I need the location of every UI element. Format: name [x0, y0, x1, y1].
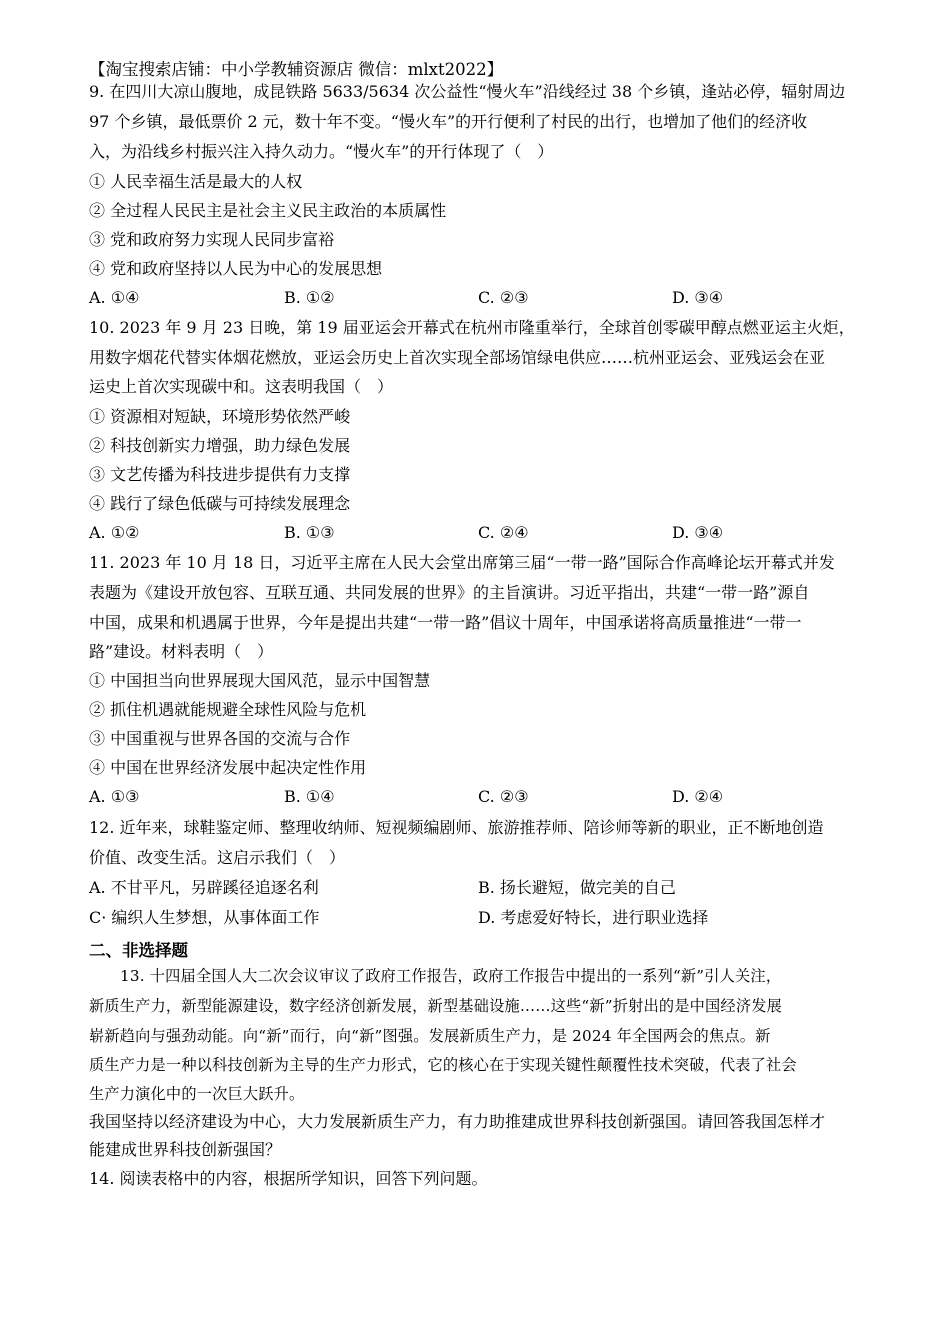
- q10-statement-3: ③ 文艺传播为科技进步提供有力支撑: [89, 465, 351, 484]
- q11-stem-line-4: 路”建设。材料表明（ ）: [89, 642, 274, 661]
- q9-stem-line-1: 9. 在四川大凉山腹地，成昆铁路 5633/5634 次公益性“慢火车”沿线经过 38 个乡镇，逢站必停，辐射周边: [89, 82, 846, 101]
- q11-statement-2: ② 抓住机遇就能规避全球性风险与危机: [89, 700, 367, 719]
- q9-statement-3: ③ 党和政府努力实现人民同步富裕: [89, 230, 335, 249]
- q10-option-d: D. ③④: [672, 523, 724, 542]
- shop-header: 【淘宝搜索店铺：中小学教辅资源店 微信：mlxt2022】: [89, 60, 504, 79]
- q12-option-b: B. 扬长避短，做完美的自己: [478, 878, 676, 897]
- q14-stem: 14. 阅读表格中的内容，根据所学知识，回答下列问题。: [89, 1169, 488, 1188]
- q9-statement-1: ① 人民幸福生活是最大的人权: [89, 172, 303, 191]
- section-heading-non-choice: 二、非选择题: [89, 941, 188, 960]
- q9-statement-2: ② 全过程人民民主是社会主义民主政治的本质属性: [89, 201, 447, 220]
- q11-stem-line-2: 表题为《建设开放包容、互联互通、共同发展的世界》的主旨演讲。习近平指出，共建“一带一路”源自: [89, 583, 810, 602]
- q10-statement-1: ① 资源相对短缺，环境形势依然严峻: [89, 407, 351, 426]
- q12-option-a: A. 不甘平凡，另辟蹊径追逐名利: [89, 878, 319, 897]
- q10-stem-line-1: 10. 2023 年 9 月 23 日晚，第 19 届亚运会开幕式在杭州市隆重举行，全球首创零碳甲醇点燃亚运主火炬，: [89, 318, 855, 337]
- q9-stem-line-3: 入，为沿线乡村振兴注入持久动力。“慢火车”的开行体现了（ ）: [89, 142, 554, 161]
- q10-option-a: A. ①②: [89, 523, 140, 542]
- q12-stem-line-2: 价值、改变生活。这启示我们（ ）: [89, 848, 346, 867]
- q9-statement-4: ④ 党和政府坚持以人民为中心的发展思想: [89, 259, 383, 278]
- q11-stem-line-3: 中国，成果和机遇属于世界，今年是提出共建“一带一路”倡议十周年，中国承诺将高质量推进“一带一: [89, 613, 802, 632]
- q12-option-c: C· 编织人生梦想，从事体面工作: [89, 908, 320, 927]
- q11-option-d: D. ②④: [672, 787, 724, 806]
- q13-material-line-4: 质生产力是一种以科技创新为主导的生产力形式，它的核心在于实现关键性颠覆性技术突破，代表了社会: [89, 1056, 797, 1074]
- q12-option-d: D. 考虑爱好特长，进行职业选择: [478, 908, 709, 927]
- q10-stem-line-2: 用数字烟花代替实体烟花燃放，亚运会历史上首次实现全部场馆绿电供应……杭州亚运会、亚残运会在亚: [89, 348, 826, 367]
- q10-statement-4: ④ 践行了绿色低碳与可持续发展理念: [89, 494, 351, 513]
- q9-stem-line-2: 97 个乡镇，最低票价 2 元，数十年不变。“慢火车”的开行便利了村民的出行，也增加了他们的经济收: [89, 112, 808, 131]
- q11-statement-3: ③ 中国重视与世界各国的交流与合作: [89, 729, 351, 748]
- q13-material-line-1: 13. 十四届全国人大二次会议审议了政府工作报告，政府工作报告中提出的一系列“新”引人关注，: [120, 967, 782, 985]
- q9-option-c: C. ②③: [478, 288, 529, 307]
- q10-option-b: B. ①③: [284, 523, 335, 542]
- q13-material-line-2: 新质生产力，新型能源建设，数字经济创新发展，新型基础设施……这些“新”折射出的是中国经济发展: [89, 997, 782, 1015]
- q13-question-line-1: 我国坚持以经济建设为中心，大力发展新质生产力，有力助推建成世界科技创新强国。请回答我国怎样才: [89, 1112, 826, 1131]
- q10-statement-2: ② 科技创新实力增强，助力绿色发展: [89, 436, 351, 455]
- q13-question-line-2: 能建成世界科技创新强国？: [89, 1140, 282, 1159]
- q11-stem-line-1: 11. 2023 年 10 月 18 日，习近平主席在人民大会堂出席第三届“一带一路”国际合作高峰论坛开幕式并发: [89, 553, 835, 572]
- q10-option-c: C. ②④: [478, 523, 529, 542]
- q13-material-line-3: 崭新趋向与强劲动能。向“新”而行，向“新”图强。发展新质生产力，是 2024 年全国两会的焦点。新: [89, 1027, 771, 1045]
- q11-option-b: B. ①④: [284, 787, 335, 806]
- q11-option-a: A. ①③: [89, 787, 140, 806]
- q12-stem-line-1: 12. 近年来，球鞋鉴定师、整理收纳师、短视频编剧师、旅游推荐师、陪诊师等新的职业，正不断地创造: [89, 818, 824, 837]
- q9-option-d: D. ③④: [672, 288, 724, 307]
- q10-stem-line-3: 运史上首次实现碳中和。这表明我国（ ）: [89, 377, 394, 396]
- q9-option-a: A. ①④: [89, 288, 140, 307]
- q11-statement-1: ① 中国担当向世界展现大国风范，显示中国智慧: [89, 671, 431, 690]
- q11-statement-4: ④ 中国在世界经济发展中起决定性作用: [89, 758, 367, 777]
- q11-option-c: C. ②③: [478, 787, 529, 806]
- q9-option-b: B. ①②: [284, 288, 335, 307]
- q13-material-line-5: 生产力演化中的一次巨大跃升。: [89, 1085, 305, 1103]
